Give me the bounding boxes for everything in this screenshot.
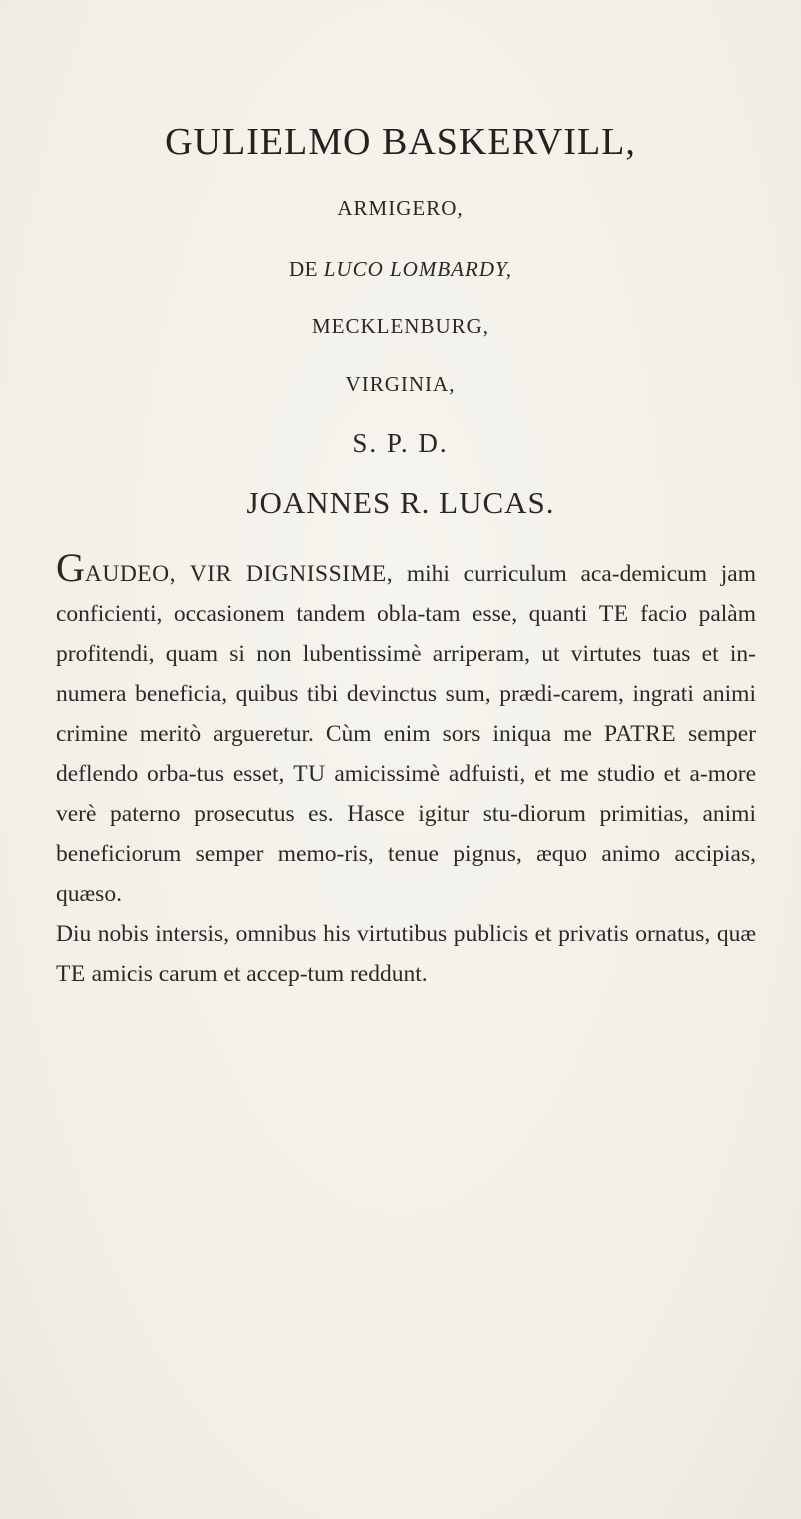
author-name: JOANNES R. LUCAS. — [246, 485, 555, 520]
dedicatee-name: GULIELMO BASKERVILL, — [165, 121, 636, 163]
paragraph-2-text-b: amicis carum et accep-tum reddunt. — [85, 961, 428, 987]
residence-prefix: DE — [288, 257, 324, 281]
dedicatee-county: MECKLENBURG, — [311, 314, 490, 338]
dedication-paragraph-1 — [56, 545, 756, 914]
paragraph-1-text-c: semper deflendo orba-tus esset, — [56, 721, 756, 787]
dedicatee-state: VIRGINIA, — [345, 372, 456, 396]
residence-place: LUCO LOMBARDY, — [323, 257, 512, 281]
emphasis-te: TE — [598, 601, 629, 627]
paragraph-1-text-b: facio palàm profitendi, quam si non lubentissimè arriperam, ut virtutes tuas et in-numera beneficia, quibus tibi devinctus sum, prædi-carem, ingrati animi crimine meritò argueretur. Cùm enim sors iniqua me — [56, 601, 756, 747]
paragraph-1-text-d: amicissimè adfuisti, et me studio et a-more verè paterno prosecutus es. Hasce igitur stu-diorum primitias, animi beneficiorum semper memo-ris, tenue pignus, æquo animo accipias, quæso. — [56, 761, 756, 907]
paragraph-2-text-a: Diu nobis intersis, omnibus his virtutibus publicis et privatis ornatus, quæ — [56, 921, 756, 947]
drop-cap: G — [56, 545, 85, 590]
emphasis-patre: PATRE — [603, 721, 677, 747]
emphasis-tu: TU — [293, 761, 326, 787]
dedication-text — [56, 545, 756, 994]
opening-words: AUDEO, VIR DIGNISSIME, — [84, 561, 394, 587]
paragraph-1-text-a: mihi curriculum aca-demicum jam conficienti, occasionem tandem obla-tam esse, quanti — [56, 561, 756, 627]
salutation: S. P. D. — [352, 428, 449, 458]
dedicatee-residence — [0, 257, 801, 282]
dedication-paragraph-2 — [56, 914, 756, 994]
emphasis-te-2: TE — [56, 961, 86, 987]
dedicatee-title: ARMIGERO, — [337, 196, 464, 220]
